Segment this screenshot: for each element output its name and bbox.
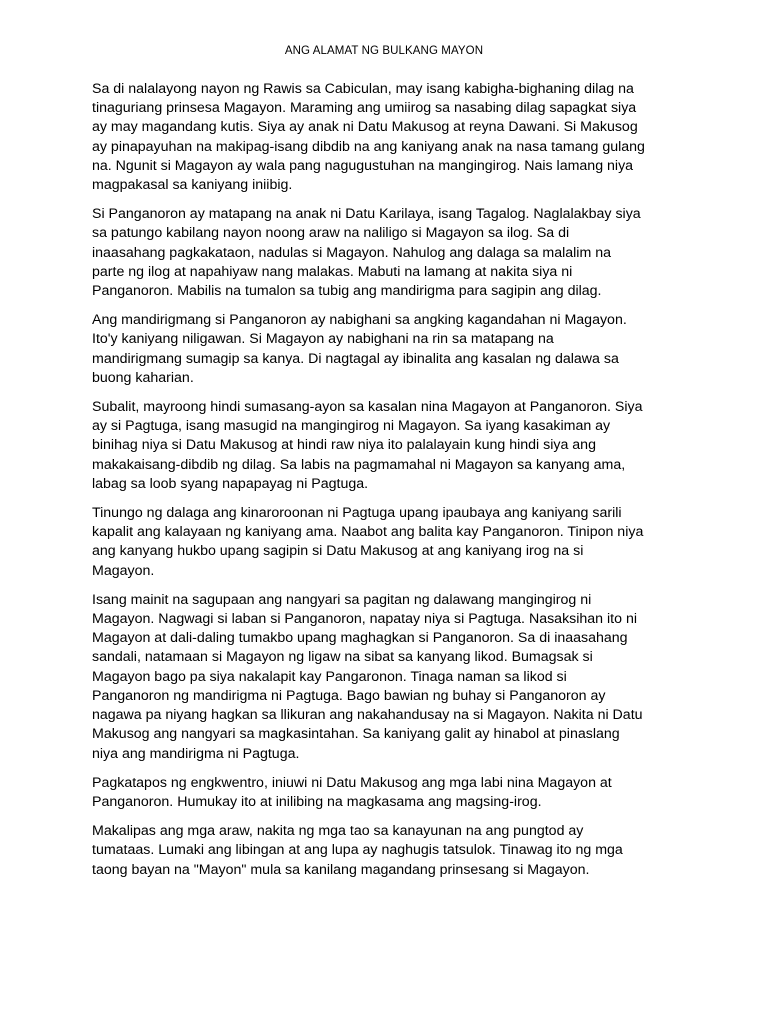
text-line: na. Ngunit si Magayon ay wala pang nagugustuhan na mangingirog. Nais lamang niya <box>92 157 634 174</box>
text-line: niya ang mandirigma ni Pagtuga. <box>92 745 300 762</box>
text-line: binihag niya si Datu Makusog at hindi raw niya ito palalayain kung hindi siya ang <box>92 437 596 454</box>
text-line: inaasahang pagkakataon, nadulas si Magayon. Nahulog ang dalaga sa malalim na <box>92 244 611 261</box>
document-title: ANG ALAMAT NG BULKANG MAYON <box>284 45 484 57</box>
text-line: labag sa loob syang napapayag ni Pagtuga. <box>92 475 369 492</box>
text-line: sandali, natamaan si Magayon ng ligaw na sibat sa kanyang likod. Bumagsak si <box>92 649 593 666</box>
paragraph-7 <box>92 774 692 812</box>
text-line: buong kaharian. <box>92 369 194 386</box>
text-line: magpakasal sa kaniyang iniibig. <box>92 177 293 194</box>
text-line: Pagkatapos ng engkwentro, iniuwi ni Datu Makusog ang mga labi nina Magayon at <box>92 774 612 791</box>
text-line: nagawa pa niyang hagkan sa llikuran ang nakahandusay na si Magayon. Nakita ni Datu <box>92 707 643 724</box>
text-line: Isang mainit na sagupaan ang nangyari sa pagitan ng dalawang mangingirog ni <box>92 591 592 608</box>
text-line: tinaguriang prinsesa Magayon. Maraming ang umiirog sa nasabing dilag sapagkat siya <box>92 100 637 117</box>
text-line: Magayon at dali-daling tumakbo upang maghagkan si Panganoron. Sa di inaasahang <box>92 630 628 647</box>
text-line: ay si Pagtuga, isang masugid na mangingirog ni Magayon. Sa iyang kasakiman ay <box>92 418 611 435</box>
text-line: Ito'y kaniyang niligawan. Si Magayon ay nabighani na rin sa matapang na <box>92 331 554 348</box>
text-line: Tinungo ng dalaga ang kinaroroonan ni Pagtuga upang ipaubaya ang kaniyang sarili <box>92 505 622 522</box>
text-line: ang kanyang hukbo upang sagipin si Datu Makusog at ang kaniyang irog na si <box>92 543 584 560</box>
text-line: parte ng ilog at napahiyaw nang malakas. Mabuti na lamang at nakita siya ni <box>92 263 573 280</box>
text-line: sa patungo kabilang nayon noong araw na naliligo si Magayon sa ilog. Sa di <box>92 225 570 242</box>
text-line: Ang mandirigmang si Panganoron ay nabighani sa angking kagandahan ni Magayon. <box>92 312 627 329</box>
paragraph-4 <box>92 398 692 494</box>
text-line: Panganoron. Mabilis na tumalon sa tubig ang mandirigma para sagipin ang dilag. <box>92 283 602 300</box>
text-line: Magayon. Nagwagi si laban si Panganoron, napatay niya si Pagtuga. Nasaksihan ito ni <box>92 611 637 628</box>
text-line: Magayon bago pa siya nakalapit kay Pangaronon. Tinaga naman sa likod si <box>92 668 567 685</box>
text-line: kapalit ang kalayaan ng kaniyang ama. Naabot ang balita kay Panganoron. Tinipon niya <box>92 524 644 541</box>
text-line: makakaisang-dibdib ng dilag. Sa labis na pagmamahal ni Magayon sa kanyang ama, <box>92 456 626 473</box>
text-line: taong bayan na "Mayon" mula sa kanilang magandang prinsesang si Magayon. <box>92 861 590 878</box>
text-line: ay pinapayuhan na makipag-isang dibdib na ang kaniyang anak na nasa tamang gulang <box>92 138 645 155</box>
text-line: Si Panganoron ay matapang na anak ni Datu Karilaya, isang Tagalog. Naglalakbay siya <box>92 206 641 223</box>
paragraph-1 <box>92 80 692 195</box>
text-line: Sa di nalalayong nayon ng Rawis sa Cabiculan, may isang kabigha-bighaning dilag na <box>92 81 634 97</box>
text-line: Panganoron. Humukay ito at inilibing na magkasama ang magsing-irog. <box>92 793 542 810</box>
text-line: Panganoron ng mandirigma ni Pagtuga. Bago bawian ng buhay si Panganoron ay <box>92 687 606 704</box>
text-line: mandirigmang sumagip sa kanya. Di nagtagal ay ibinalita ang kasalan ng dalawa sa <box>92 350 619 367</box>
paragraph-3 <box>92 311 692 388</box>
text-line: Subalit, mayroong hindi sumasang-ayon sa kasalan nina Magayon at Panganoron. Siya <box>92 399 643 416</box>
paragraph-8 <box>92 822 692 880</box>
text-line: ay may magandang kutis. Siya ay anak ni Datu Makusog at reyna Dawani. Si Makusog <box>92 119 638 136</box>
text-line: Makusog ang nangyari sa magkasintahan. Sa kaniyang galit ay hinabol at pinaslang <box>92 726 620 743</box>
paragraph-2 <box>92 205 692 301</box>
paragraph-5 <box>92 504 692 581</box>
text-line: tumataas. Lumaki ang libingan at ang lupa ay naghugis tatsulok. Tinawag ito ng mga <box>92 842 623 859</box>
text-line: Magayon. <box>92 562 155 579</box>
paragraph-6 <box>92 591 692 764</box>
text-line: Makalipas ang mga araw, nakita ng mga tao sa kanayunan na ang pungtod ay <box>92 823 584 840</box>
